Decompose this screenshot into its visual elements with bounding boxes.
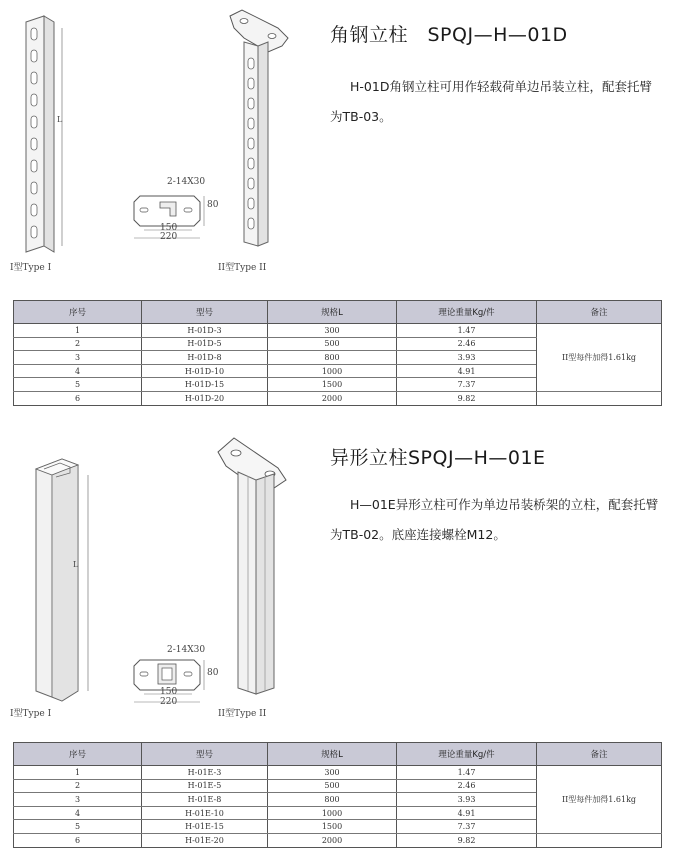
cell-model: H-01D-8 xyxy=(142,351,268,365)
cell-no: 6 xyxy=(14,833,142,847)
section-title: 异形立柱SPQJ—H—01E xyxy=(330,447,546,469)
cell-weight: 4.91 xyxy=(397,806,537,820)
cell-no: 3 xyxy=(14,793,142,807)
cell-spec: 1500 xyxy=(268,820,397,834)
header-spec: 规格L xyxy=(268,743,397,766)
type1-caption: I型Type I xyxy=(10,709,52,719)
header-note: 备注 xyxy=(537,743,662,766)
type1-caption: I型Type I xyxy=(10,263,52,273)
header-weight: 理论重量Kg/件 xyxy=(397,743,537,766)
cell-weight: 3.93 xyxy=(397,793,537,807)
base-width-150-label: 150 xyxy=(160,223,178,233)
type2-special-column-drawing xyxy=(212,432,292,704)
cell-weight: 7.37 xyxy=(397,378,537,392)
type2-angle-column-drawing xyxy=(228,8,298,253)
cell-weight: 2.46 xyxy=(397,779,537,793)
cell-spec: 2000 xyxy=(268,391,397,405)
cell-model: H-01E-3 xyxy=(142,766,268,780)
cell-no: 5 xyxy=(14,378,142,392)
base-holes-label: 2-14X30 xyxy=(167,645,206,655)
cell-spec: 2000 xyxy=(268,833,397,847)
cell-model: H-01E-8 xyxy=(142,793,268,807)
cell-model: H-01D-3 xyxy=(142,324,268,338)
cell-spec: 800 xyxy=(268,351,397,365)
cell-weight: 4.91 xyxy=(397,364,537,378)
cell-weight: 3.93 xyxy=(397,351,537,365)
cell-no: 6 xyxy=(14,391,142,405)
type2-caption: II型Type II xyxy=(218,263,267,273)
cell-weight: 2.46 xyxy=(397,337,537,351)
section-title: 角钢立柱 SPQJ—H—01D xyxy=(330,24,568,46)
header-weight: 理论重量Kg/件 xyxy=(397,301,537,324)
section-description xyxy=(330,72,670,132)
cell-weight: 1.47 xyxy=(397,766,537,780)
cell-model: H-01D-5 xyxy=(142,337,268,351)
base-width-220-label: 220 xyxy=(160,232,178,242)
spec-table-01d xyxy=(13,300,662,406)
base-height-label: 80 xyxy=(207,200,219,210)
cell-spec: 500 xyxy=(268,779,397,793)
cell-weight: 9.82 xyxy=(397,833,537,847)
cell-model: H-01D-10 xyxy=(142,364,268,378)
description-line-2: 为TB-02。底座连接螺栓M12。 xyxy=(330,527,506,542)
cell-spec: 1000 xyxy=(268,364,397,378)
cell-no: 5 xyxy=(14,820,142,834)
header-spec: 规格L xyxy=(268,301,397,324)
type1-special-column-drawing xyxy=(22,455,102,705)
header-no: 序号 xyxy=(14,743,142,766)
table-row xyxy=(14,391,662,405)
type1-length-label: L xyxy=(57,115,63,124)
cell-note-empty xyxy=(537,833,662,847)
cell-no: 1 xyxy=(14,766,142,780)
table-header-row xyxy=(14,301,662,324)
header-model: 型号 xyxy=(142,301,268,324)
base-width-150-label: 150 xyxy=(160,687,178,697)
cell-model: H-01E-20 xyxy=(142,833,268,847)
header-note: 备注 xyxy=(537,301,662,324)
base-width-220-label: 220 xyxy=(160,697,178,707)
cell-spec: 800 xyxy=(268,793,397,807)
table-row xyxy=(14,766,662,780)
table-row xyxy=(14,324,662,338)
cell-spec: 300 xyxy=(268,324,397,338)
cell-model: H-01E-5 xyxy=(142,779,268,793)
spec-table-01e xyxy=(13,742,662,848)
type1-length-label: L xyxy=(73,560,79,569)
table-row xyxy=(14,833,662,847)
cell-no: 1 xyxy=(14,324,142,338)
cell-no: 4 xyxy=(14,364,142,378)
cell-note-empty xyxy=(537,391,662,405)
description-line-2: 为TB-03。 xyxy=(330,109,392,124)
cell-model: H-01E-15 xyxy=(142,820,268,834)
cell-model: H-01E-10 xyxy=(142,806,268,820)
cell-model: H-01D-15 xyxy=(142,378,268,392)
description-line-1: H—01E异形立柱可作为单边吊装桥架的立柱，配套托臂 xyxy=(350,497,659,512)
cell-note: II型每件加得1.61kg xyxy=(537,766,662,834)
cell-spec: 500 xyxy=(268,337,397,351)
base-holes-label: 2-14X30 xyxy=(167,177,206,187)
header-no: 序号 xyxy=(14,301,142,324)
type1-angle-column-drawing xyxy=(18,14,78,254)
cell-weight: 9.82 xyxy=(397,391,537,405)
section-description xyxy=(330,490,675,550)
cell-note: II型每件加得1.61kg xyxy=(537,324,662,392)
cell-no: 2 xyxy=(14,779,142,793)
description-line-1: H-01D角钢立柱可用作轻载荷单边吊装立柱，配套托臂 xyxy=(350,79,652,94)
cell-spec: 1500 xyxy=(268,378,397,392)
base-height-label: 80 xyxy=(207,668,219,678)
cell-no: 2 xyxy=(14,337,142,351)
table-header-row xyxy=(14,743,662,766)
cell-spec: 1000 xyxy=(268,806,397,820)
cell-model: H-01D-20 xyxy=(142,391,268,405)
cell-weight: 1.47 xyxy=(397,324,537,338)
header-model: 型号 xyxy=(142,743,268,766)
type2-caption: II型Type II xyxy=(218,709,267,719)
cell-no: 3 xyxy=(14,351,142,365)
cell-spec: 300 xyxy=(268,766,397,780)
cell-weight: 7.37 xyxy=(397,820,537,834)
cell-no: 4 xyxy=(14,806,142,820)
